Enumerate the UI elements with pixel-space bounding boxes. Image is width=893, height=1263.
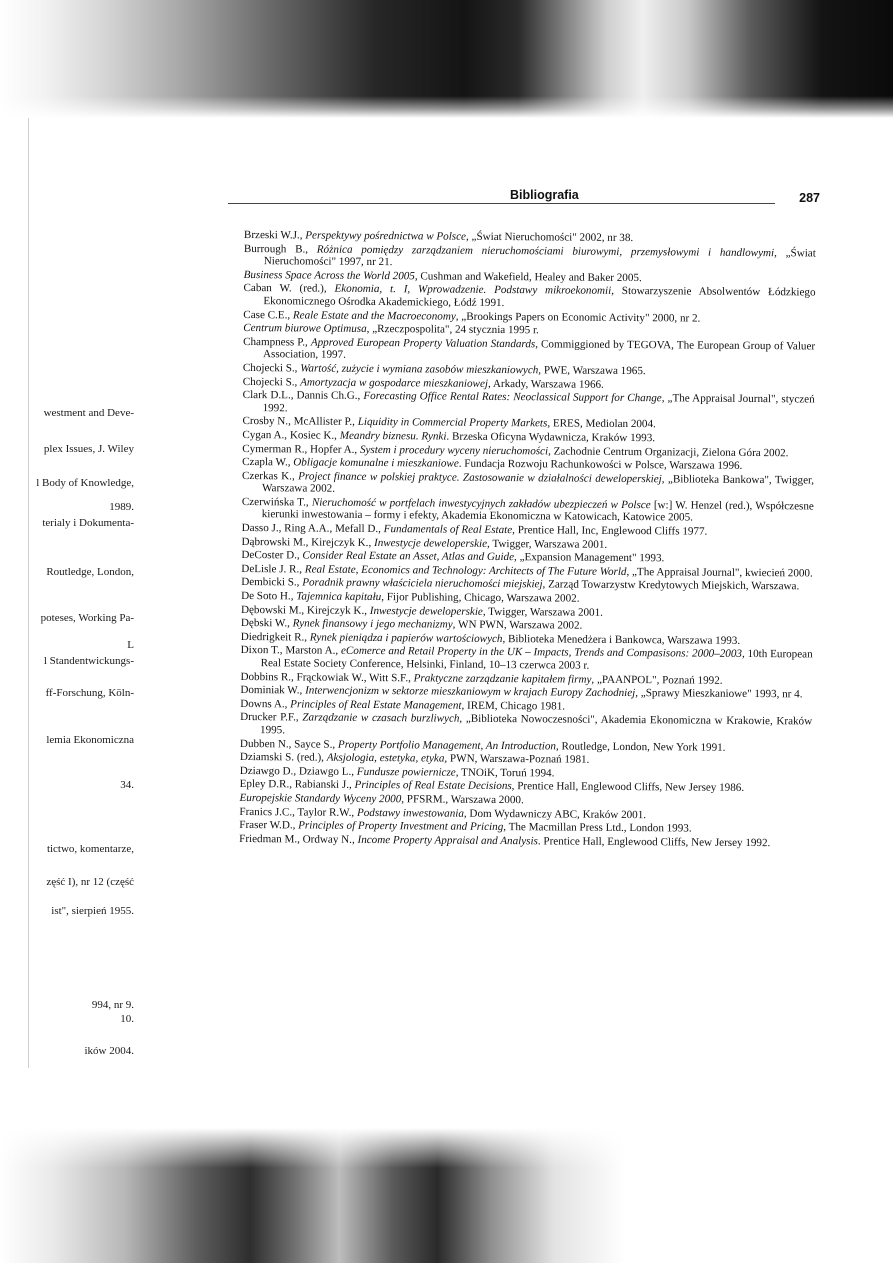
entry-author: Dubben N., Sayce S., [239, 737, 338, 751]
entry-title: Fundamentals of Real Estate [383, 523, 513, 537]
entry-publication: , Fijor Publishing, Chicago, Warszawa 2002. [381, 591, 580, 605]
entry-author: Friedman M., Ordway N., [239, 832, 358, 846]
entry-title: Consider Real Estate an Asset, Atlas and Guide [302, 549, 515, 564]
entry-author: Diedrigkeit R., [240, 630, 310, 644]
entry-author: Dominiak W., [240, 684, 306, 697]
entry-author: Dziamski S. (red.), [239, 751, 327, 764]
facing-page-fragment: L [127, 639, 134, 651]
entry-publication: , „PAANPOL", Poznań 1992. [591, 673, 723, 687]
entry-author: Czerwińska T., [241, 495, 312, 509]
entry-author: Dębowski M., Kirejczyk K., [240, 603, 370, 617]
entry-author: Drucker P.F., [240, 711, 303, 724]
entry-publication: , Dom Wydawniczy ABC, Kraków 2001. [463, 807, 647, 821]
entry-author: Champness P., [243, 335, 311, 349]
entry-title: Inwestycje deweloperskie [369, 604, 483, 618]
entry-title: Centrum biurowe Optimusa [243, 322, 367, 336]
header-rule [228, 203, 775, 204]
entry-author: Crosby N., McAllister P., [242, 415, 358, 429]
entry-author: Chojecki S., [242, 361, 301, 375]
entry-title: Europejskie Standardy Wyceny 2000 [239, 791, 402, 806]
facing-page-fragment: Routledge, London, [46, 566, 134, 578]
entry-publication: , The Macmillan Press Ltd., London 1993. [503, 821, 692, 835]
scan-shadow-bottom [0, 1128, 893, 1263]
facing-page-fragment: ist", sierpień 1955. [51, 905, 134, 917]
entry-author: Dąbrowski M., Kirejczyk K., [241, 535, 375, 549]
entry-author: Cygan A., Kosiec K., [242, 428, 340, 442]
entry-publication: , WN PWN, Warszawa 2002. [452, 618, 583, 632]
bibliography-entry [242, 470, 814, 500]
entry-title: Property Portfolio Management, An Introduction [337, 738, 557, 753]
entry-author: Czapla W., [242, 456, 294, 469]
entry-author: Chojecki S., [242, 375, 301, 388]
entry-publication: , „The Appraisal Journal", kwiecień 2000. [626, 565, 813, 580]
bibliography-entry [243, 282, 815, 312]
entry-author: Epley D.R., Rabianski J., [239, 778, 355, 792]
entry-author: Dasso J., Ring A.A., Mefall D., [241, 522, 384, 536]
entry-publication: , „Rzeczpospolita", 24 stycznia 1995 r. [366, 323, 539, 337]
bibliography-entry [241, 644, 813, 674]
facing-page-fragment: l Standentwickungs- [43, 655, 134, 667]
entry-publication: , Prentice Hall, Englewood Cliffs, New Jersey 1986. [511, 780, 745, 795]
entry-title: Business Space Across the World 2005 [243, 268, 415, 283]
facing-page-fragment: zęść I), nr 12 (część [46, 876, 134, 888]
facing-page-fragments [0, 0, 150, 1263]
entry-publication: , „Brookings Papers on Economic Activity" 2000, nr 2. [455, 310, 701, 325]
entry-author: Cymerman R., Hopfer A., [242, 442, 361, 456]
entry-title: Project finance w polskiej praktyce. Zastosowanie w działalności deweloperskiej [298, 470, 662, 485]
entry-author: DeCoster D., [241, 549, 303, 562]
facing-page-fragment: poteses, Working Pa- [40, 612, 134, 624]
entry-title: Income Property Appraisal and Analysis [357, 833, 538, 848]
entry-author: Brzeski W.J., [243, 229, 306, 242]
entry-author: Case C.E., [243, 308, 293, 321]
entry-author: Burrough B., [243, 242, 317, 256]
entry-title: Aksjologia, estetyka, etyka [326, 751, 445, 765]
entry-title: Liquidity in Commercial Property Markets [357, 416, 548, 430]
entry-publication: , PFSRM., Warszawa 2000. [401, 793, 524, 807]
entry-author: Dębski W., [240, 617, 293, 630]
entry-title: Interwencjonizm w sektorze mieszkaniowym w krajach Europy Zachodniej [305, 684, 636, 700]
entry-title: Principles of Real Estate Management [290, 698, 462, 712]
bibliography-entry [240, 711, 812, 741]
bibliography-entry [242, 496, 814, 526]
facing-page-fragment: ików 2004. [84, 1045, 134, 1057]
entry-publication: . Brzeska Oficyna Wydawnicza, Kraków 1993. [446, 430, 656, 445]
entry-publication: , „Świat Nieruchomości" 2002, nr 38. [465, 230, 634, 245]
facing-page-fragment: 1989. [109, 501, 134, 513]
entry-author: Fraser W.D., [239, 819, 299, 832]
entry-publication: , „Expansion Management" 1993. [513, 551, 665, 565]
entry-title: Tajemnica kapitału [296, 590, 382, 604]
entry-title: Reale Estate and the Macroeconomy [292, 308, 456, 323]
entry-title: Amortyzacja w gospodarce mieszkaniowej [300, 375, 489, 390]
entry-title: Real Estate, Economics and Technology: Architects of The Future World [304, 563, 627, 578]
facing-page-fragment: ff-Forschung, Köln- [45, 687, 134, 699]
entry-title: Zarządzanie w czasach burzliwych [302, 711, 460, 726]
entry-publication: , Zarząd Towarzystw Kredytowych Miejskich, Warszawa. [542, 578, 800, 593]
facing-page-fragment: 994, nr 9. [91, 999, 134, 1011]
facing-page-fragment: lemia Ekonomiczna [46, 734, 134, 746]
entry-author: Franics J.C., Taylor R.W., [239, 805, 358, 819]
entry-publication: . Prentice Hall, Englewood Cliffs, New Jersey 1992. [537, 835, 771, 849]
entry-author: Caban W. (red.), [243, 282, 335, 296]
entry-author: Dobbins R., Frąckowiak W., Witt S.F., [240, 670, 414, 684]
facing-page-fragment: terialy i Dokumenta- [42, 517, 134, 529]
entry-title: Meandry biznesu. Rynki [339, 429, 447, 443]
entry-publication: , Zachodnie Centrum Organizacji, Zielona Góra 2002. [548, 444, 789, 459]
facing-page-fragment: plex Issues, J. Wiley [43, 443, 134, 455]
entry-publication: , TNOiK, Toruń 1994. [455, 766, 555, 780]
entry-title: Podstawy inwestowania [356, 806, 464, 820]
facing-page-fragment: 10. [120, 1013, 134, 1025]
entry-publication: , „The Appraisal Journal", styczeń 1992. [262, 392, 815, 415]
bibliography-entry [243, 336, 815, 366]
entry-author: Czerkas K., [242, 469, 299, 483]
entry-title: Rynek pieniądza i papierów wartościowych [309, 631, 503, 645]
facing-page-fragment: westment and Deve- [43, 407, 134, 419]
facing-page-fragment: 34. [120, 779, 134, 791]
entry-publication: , „Sprawy Mieszkaniowe" 1993, nr 4. [635, 687, 803, 701]
entry-publication: , IREM, Chicago 1981. [461, 699, 566, 713]
bibliography-entry [243, 389, 815, 419]
entry-title: Nieruchomość w portfelach inwestycyjnych zakładów ubezpieczeń w Polsce [311, 496, 651, 512]
entry-title: Inwestycje deweloperskie [373, 536, 488, 550]
entry-title: Fundusze powiernicze [356, 765, 456, 779]
entry-title: Różnica pomiędzy zarządzaniem nieruchomościami biurowymi, przemysłowymi i handlowymi [316, 243, 775, 259]
entry-publication: , PWE, Warszawa 1965. [538, 364, 646, 378]
entry-publication: , Prentice Hall, Inc, Englewood Cliffs 1977. [512, 524, 708, 538]
entry-publication: , Commiggioned by TEGOVA, The European Group of Valuer Association, 1997. [262, 338, 816, 362]
entry-author: Dembicki S., [241, 576, 303, 589]
entry-author: Clark D.L., Dannis Ch.G., [242, 389, 364, 403]
entry-title: Approved European Property Valuation Standards [310, 336, 536, 351]
entry-title: Perspektywy pośrednictwa w Polsce [305, 229, 467, 243]
entry-author: Dixon T., Marston A., [240, 644, 342, 658]
entry-title: Wartość, zużycie i wymiana zasobów mieszkaniowych [300, 362, 539, 377]
entry-title: Principles of Property Investment and Pricing [298, 819, 504, 834]
entry-author: DeLisle J. R., [241, 562, 305, 576]
running-header [228, 186, 820, 210]
entry-title: System i procedury wyceny nieruchomości [359, 443, 549, 457]
entry-publication: , PWN, Warszawa-Poznań 1981. [444, 752, 590, 766]
entry-publication: [w:] W. Henzel (red.), Współczesne kierunki inwestowania – formy i efekty, Akademia Ekonomiczna w Katowicach, Katowice 2005. [261, 499, 814, 525]
entry-publication: , Cushman and Wakefield, Healey and Baker 2005. [414, 270, 642, 284]
entry-publication: , Twigger, Warszawa 2001. [482, 605, 603, 619]
facing-page-fragment: l Body of Knowledge, [36, 477, 134, 489]
entry-title: Forecasting Office Rental Rates: Neoclassical Support for Change [363, 390, 662, 405]
facing-page-fragment: tictwo, komentarze, [46, 843, 134, 855]
entry-title: Praktyczne zarządzanie kapitałem firmy [413, 671, 592, 686]
entry-publication: , Routledge, London, New York 1991. [555, 740, 726, 754]
entry-publication: , „Biblioteka Bankowa", Twigger, Warszawa 2002. [261, 472, 815, 496]
entry-title: Obligacje komunalne i mieszkaniowe [293, 456, 459, 470]
entry-author: De Soto H., [241, 590, 297, 603]
entry-publication: , Biblioteka Menedżera i Bankowca, Warszawa 1993. [502, 632, 741, 647]
entry-publication: , ERES, Mediolan 2004. [547, 417, 656, 431]
bibliography-entry [244, 243, 816, 273]
entry-publication: , 10th European Real Estate Society Conference, Helsinki, Finland, 10–13 czerwca 2003 r. [260, 648, 813, 672]
entry-publication: , Twigger, Warszawa 2001. [487, 537, 608, 551]
entry-title: Ekonomia, t. I, Wprowadzenie. Podstawy mikroekonomii [334, 283, 612, 298]
entry-title: Principles of Real Estate Decisions [354, 779, 512, 793]
entry-title: Poradnik prawny właściciela nieruchomości miejskiej [302, 576, 543, 591]
entry-author: Downs A., [240, 697, 291, 711]
entry-author: Dziawgo D., Dziawgo L., [239, 764, 357, 778]
entry-publication: , „Świat Nieruchomości" 1997, nr 21. [263, 246, 816, 269]
entry-publication: , Arkady, Warszawa 1966. [487, 377, 604, 391]
entry-title: Rynek finansowy i jego mechanizmy [292, 617, 453, 631]
header-title: Bibliografia [510, 188, 579, 202]
entry-title: eComerce and Retail Property in the UK – Impacts, Trends and Compasisons: 2000–2003 [340, 645, 743, 661]
page-number: 287 [799, 191, 820, 205]
entry-publication: , Stowarzyszenie Absolwentów Łódzkiego Ekonomicznego Ośrodka Akademickiego, Łódź 1991. [263, 285, 816, 310]
entry-publication: . Fundacja Rozwoju Rachunkowości w Polsce, Warszawa 1996. [458, 457, 743, 473]
bibliography-list [239, 229, 816, 851]
entry-publication: , „Biblioteka Nowoczesności", Akademia Ekonomiczna w Krakowie, Kraków 1995. [260, 713, 813, 737]
